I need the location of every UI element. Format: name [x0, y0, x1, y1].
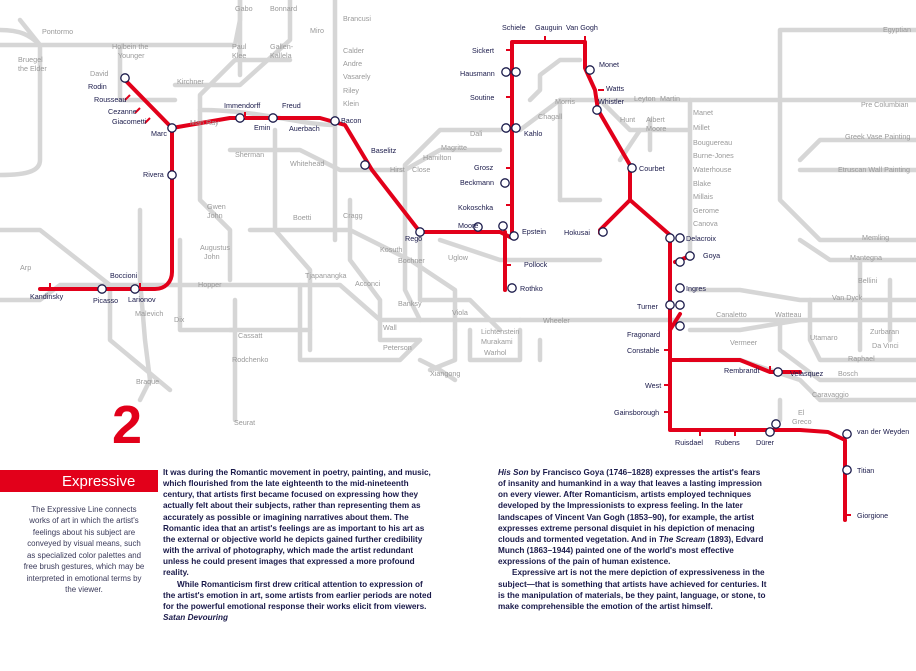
svg-text:Cragg: Cragg: [343, 211, 363, 220]
label-rivera: Rivera: [143, 170, 164, 179]
label-emin: Emin: [254, 123, 271, 132]
svg-text:Mantegna: Mantegna: [850, 253, 882, 262]
svg-text:Blake: Blake: [693, 179, 711, 188]
label-rothko: Rothko: [520, 284, 543, 293]
station-durer-1[interactable]: [766, 428, 774, 436]
svg-text:Greco: Greco: [792, 417, 812, 426]
label-rodin: Rodin: [88, 82, 107, 91]
svg-text:Millet: Millet: [693, 123, 710, 132]
svg-text:Close: Close: [412, 165, 431, 174]
svg-text:John: John: [204, 252, 220, 261]
svg-text:Man Ray: Man Ray: [190, 118, 219, 127]
svg-text:Viola: Viola: [452, 308, 468, 317]
svg-text:Dix: Dix: [174, 315, 185, 324]
svg-text:Gerome: Gerome: [693, 206, 719, 215]
station-markers: [98, 66, 851, 474]
svg-text:Burne-Jones: Burne-Jones: [693, 151, 734, 160]
label-kokoschka: Kokoschka: [458, 203, 494, 212]
svg-text:Pre Columbian: Pre Columbian: [861, 100, 909, 109]
col2-paragraph-2: Expressive art is not the mere depiction of expressiveness in the subject—that is something that artists have achieved for centuries. It is the manipulation of materials, be they paint, language, or stone, to make comprehensible the emotion of the artist himself.: [498, 568, 767, 611]
svg-text:Manet: Manet: [693, 108, 713, 117]
svg-text:Pontormo: Pontormo: [42, 27, 74, 36]
svg-text:Canova: Canova: [693, 219, 718, 228]
svg-text:Lichtenstein: Lichtenstein: [481, 327, 520, 336]
body-column-1: [163, 467, 435, 623]
chapter-title: Expressive: [62, 473, 136, 490]
svg-text:Canaletto: Canaletto: [716, 310, 747, 319]
svg-text:John: John: [207, 211, 223, 220]
col2-paragraph-1: [498, 467, 770, 567]
svg-text:Zurbaran: Zurbaran: [870, 327, 900, 336]
label-goya: Goya: [703, 251, 721, 260]
svg-text:Riley: Riley: [343, 86, 359, 95]
svg-text:Paul: Paul: [232, 42, 247, 51]
svg-text:Malevich: Malevich: [135, 309, 164, 318]
label-beckmann: Beckmann: [460, 178, 494, 187]
svg-text:Arp: Arp: [20, 263, 32, 272]
svg-text:Moore: Moore: [646, 124, 667, 133]
station-emin[interactable]: [236, 114, 244, 122]
svg-text:Hopper: Hopper: [198, 280, 222, 289]
svg-text:Banksy: Banksy: [398, 299, 422, 308]
svg-text:Calder: Calder: [343, 46, 365, 55]
station-goya-1[interactable]: [676, 258, 684, 266]
svg-text:Bruegel: Bruegel: [18, 55, 43, 64]
svg-text:Tjapanangka: Tjapanangka: [305, 271, 347, 280]
col1-p2-italic: Satan Devouring: [163, 613, 229, 623]
station-beckmann[interactable]: [501, 179, 509, 187]
svg-text:Etruscan Wall Painting: Etruscan Wall Painting: [838, 165, 911, 174]
svg-text:Greek Vase Painting: Greek Vase Painting: [845, 132, 911, 141]
station-turner-1[interactable]: [666, 301, 674, 309]
label-pollock: Pollock: [524, 260, 548, 269]
svg-text:Gabo: Gabo: [235, 4, 253, 13]
svg-text:Bosch: Bosch: [838, 369, 858, 378]
label-rousseau: Rousseau: [94, 95, 127, 104]
label-whistler: Whistler: [598, 97, 624, 106]
label-vangogh: Van Gogh: [566, 23, 598, 32]
svg-text:Gallen-: Gallen-: [270, 42, 294, 51]
station-delacroix-1[interactable]: [666, 234, 674, 242]
svg-text:Bellini: Bellini: [858, 276, 878, 285]
label-monet: Monet: [599, 60, 619, 69]
svg-text:Egyptian: Egyptian: [883, 25, 911, 34]
col2-p1-italic: His Son: [498, 468, 529, 477]
svg-text:Murakami: Murakami: [481, 337, 513, 346]
svg-text:Leyton: Leyton: [634, 94, 656, 103]
svg-text:Dali: Dali: [470, 129, 483, 138]
label-durer: Dürer: [756, 438, 774, 447]
label-giacometti: Giacometti: [112, 117, 147, 126]
svg-text:Warhol: Warhol: [484, 348, 507, 357]
svg-text:Da Vinci: Da Vinci: [872, 341, 899, 350]
col1-paragraph-2: [163, 579, 435, 624]
svg-text:Sherman: Sherman: [235, 150, 265, 159]
svg-text:Caravaggio: Caravaggio: [812, 390, 849, 399]
col2-p1-end: (1893), Edvard Munch (1863–1944) painted one of the world's most effective expressions of the pain of human existence.: [498, 534, 764, 567]
svg-text:Millais: Millais: [693, 192, 713, 201]
svg-text:Kirchner: Kirchner: [177, 77, 204, 86]
label-bacon: Bacon: [341, 116, 362, 125]
svg-text:Boetti: Boetti: [293, 213, 312, 222]
label-gainsborough: Gainsborough: [614, 408, 660, 417]
svg-text:Watteau: Watteau: [775, 310, 802, 319]
label-marc: Marc: [151, 129, 167, 138]
label-moore: Moore: [458, 221, 479, 230]
label-auerbach: Auerbach: [289, 124, 320, 133]
svg-text:Magritte: Magritte: [441, 143, 467, 152]
svg-text:Hunt: Hunt: [620, 115, 636, 124]
station-goya-2[interactable]: [686, 252, 694, 260]
col2-p1-text: by Francisco Goya (1746–1828) expresses the artist's fears of insanity and humankind in a way that leaves a lasting impression on every viewer. After Romanticism, artists employed techniques developed by the Impressionists to express feeling. In the later landscapes of Vincent Van Gogh (1853–90), for example, the artist expresses extreme personal disquiet in his depiction of menacing clouds and tormented vegetation. And in: [498, 468, 762, 544]
station-vanderweyden[interactable]: [843, 430, 851, 438]
station-hokusai[interactable]: [599, 228, 607, 236]
svg-text:Whitehead: Whitehead: [290, 159, 325, 168]
label-kandinsky: Kandinsky: [30, 292, 64, 301]
svg-text:Bochner: Bochner: [398, 256, 425, 265]
svg-text:Klein: Klein: [343, 99, 359, 108]
svg-text:Utamaro: Utamaro: [810, 333, 838, 342]
col2-p1-italic2: The Scream: [658, 534, 706, 544]
svg-text:Augustus: Augustus: [200, 243, 230, 252]
station-bacon[interactable]: [331, 117, 339, 125]
label-giorgione: Giorgione: [857, 511, 889, 520]
svg-text:the Elder: the Elder: [18, 64, 47, 73]
other-line-labels: [18, 4, 911, 427]
svg-text:Xiangong: Xiangong: [430, 369, 461, 378]
label-west: West: [645, 381, 662, 390]
svg-text:Albert: Albert: [646, 115, 665, 124]
label-boccioni: Boccioni: [110, 271, 138, 280]
label-grosz: Grosz: [474, 163, 494, 172]
label-kahlo: Kahlo: [524, 129, 543, 138]
station-rothko[interactable]: [508, 284, 516, 292]
station-kahlo-1[interactable]: [502, 124, 510, 132]
station-picasso[interactable]: [98, 285, 106, 293]
station-hausmann-1[interactable]: [502, 68, 510, 76]
station-velasquez[interactable]: [774, 368, 782, 376]
svg-text:Klee: Klee: [232, 51, 247, 60]
label-watts: Watts: [606, 84, 625, 93]
station-delacroix-2[interactable]: [676, 234, 684, 242]
label-soutine: Soutine: [470, 93, 495, 102]
svg-text:Bouguereau: Bouguereau: [693, 138, 733, 147]
svg-text:Younger: Younger: [118, 51, 145, 60]
station-rivera[interactable]: [168, 171, 176, 179]
col1-p2-text: While Romanticism first drew critical attention to expression of the artist's emotion in art, some artists from earlier periods are noted for the powerful emotional response their works elicit from viewers.: [163, 579, 432, 611]
label-rubens: Rubens: [715, 438, 740, 447]
station-freud[interactable]: [269, 114, 277, 122]
label-schiele: Schiele: [502, 23, 526, 32]
station-courbet[interactable]: [628, 164, 636, 172]
label-velasquez: Velasquez: [790, 369, 824, 378]
svg-text:Cassatt: Cassatt: [238, 331, 263, 340]
label-freud: Freud: [282, 101, 301, 110]
label-cezanne: Cezanne: [108, 107, 137, 116]
svg-text:Waterhouse: Waterhouse: [693, 165, 732, 174]
svg-text:David: David: [90, 69, 109, 78]
svg-text:Van Dyck: Van Dyck: [832, 293, 863, 302]
svg-text:Wall: Wall: [383, 323, 397, 332]
station-durer-2[interactable]: [772, 420, 780, 428]
station-ingres[interactable]: [676, 284, 684, 292]
label-ingres: Ingres: [686, 284, 706, 293]
label-hokusai: Hokusai: [564, 228, 590, 237]
station-whistler[interactable]: [593, 106, 601, 114]
station-monet[interactable]: [586, 66, 594, 74]
svg-text:Morris: Morris: [555, 97, 575, 106]
svg-text:Holbein the: Holbein the: [112, 42, 149, 51]
svg-text:Braque: Braque: [136, 377, 160, 386]
svg-text:Brancusi: Brancusi: [343, 14, 371, 23]
svg-text:Martin: Martin: [660, 94, 680, 103]
svg-text:Raphael: Raphael: [848, 354, 875, 363]
col1-paragraph-1: It was during the Romantic movement in poetry, painting, and music, which flourished from the late eighteenth to the mid-nineteenth century, that artists first became focused on expressing how they actually felt about their subjects, rather than representing them as accurately as possible or imagining narratives about them. The Romantic idea that an artist's feelings are as important to his art as the external or objective world he depicts gained further credibility with the arrival of photography, which made the artist redundant unless he could present images that expressed a more profound reality.: [163, 468, 431, 578]
body-column-2: [498, 467, 770, 612]
station-labels: [30, 23, 909, 520]
station-fragonard[interactable]: [676, 322, 684, 330]
svg-text:Uglow: Uglow: [448, 253, 468, 262]
label-rembrandt: Rembrandt: [724, 366, 760, 375]
svg-text:Kallela: Kallela: [270, 51, 292, 60]
label-titian: Titian: [857, 466, 875, 475]
station-hausmann-2[interactable]: [512, 68, 520, 76]
label-sickert: Sickert: [472, 46, 494, 55]
label-immendorff: Immendorff: [224, 101, 261, 110]
station-larionov[interactable]: [131, 285, 139, 293]
station-rodin[interactable]: [121, 74, 129, 82]
chapter-number: 2: [112, 395, 143, 455]
svg-text:Vermeer: Vermeer: [730, 338, 758, 347]
station-marc[interactable]: [168, 124, 176, 132]
label-hausmann: Hausmann: [460, 69, 495, 78]
label-larionov: Larionov: [128, 295, 156, 304]
svg-text:Hirst: Hirst: [390, 165, 405, 174]
label-fragonard: Fragonard: [627, 330, 661, 339]
label-constable: Constable: [627, 346, 660, 355]
svg-text:Memling: Memling: [862, 233, 890, 242]
svg-text:Seurat: Seurat: [234, 418, 256, 427]
svg-text:Rodchenko: Rodchenko: [232, 355, 269, 364]
label-baselitz: Baselitz: [371, 146, 397, 155]
svg-text:Wheeler: Wheeler: [543, 316, 570, 325]
station-turner-2[interactable]: [676, 301, 684, 309]
station-kokoschka[interactable]: [499, 222, 507, 230]
label-turner: Turner: [637, 302, 658, 311]
label-epstein: Epstein: [522, 227, 546, 236]
svg-text:Peterson: Peterson: [383, 343, 412, 352]
svg-text:Acconci: Acconci: [355, 279, 381, 288]
station-baselitz[interactable]: [361, 161, 369, 169]
label-gauguin: Gauguin: [535, 23, 563, 32]
svg-text:Miro: Miro: [310, 26, 324, 35]
label-rego: Rego: [405, 234, 423, 243]
svg-text:Chagall: Chagall: [538, 112, 563, 121]
svg-text:Hamilton: Hamilton: [423, 153, 452, 162]
svg-text:El: El: [798, 408, 805, 417]
svg-text:Vasarely: Vasarely: [343, 72, 371, 81]
label-courbet: Courbet: [639, 164, 665, 173]
label-delacroix: Delacroix: [686, 234, 716, 243]
svg-text:Andre: Andre: [343, 59, 363, 68]
station-epstein[interactable]: [510, 232, 518, 240]
svg-text:Gwen: Gwen: [207, 202, 226, 211]
station-kahlo-2[interactable]: [512, 124, 520, 132]
label-picasso: Picasso: [93, 296, 119, 305]
svg-text:Bonnard: Bonnard: [270, 4, 298, 13]
label-ruisdael: Ruisdael: [675, 438, 703, 447]
svg-text:Kosuth: Kosuth: [380, 245, 403, 254]
sidebar-description: The Expressive Line connects works of art in which the artist's feelings about his subject are conveyed by visual means, such as specialized color palettes and free brush gestures, which may be interpreted in emotional terms by the viewer.: [23, 505, 145, 595]
label-vanderweyden: van der Weyden: [857, 427, 910, 436]
station-titian[interactable]: [843, 466, 851, 474]
